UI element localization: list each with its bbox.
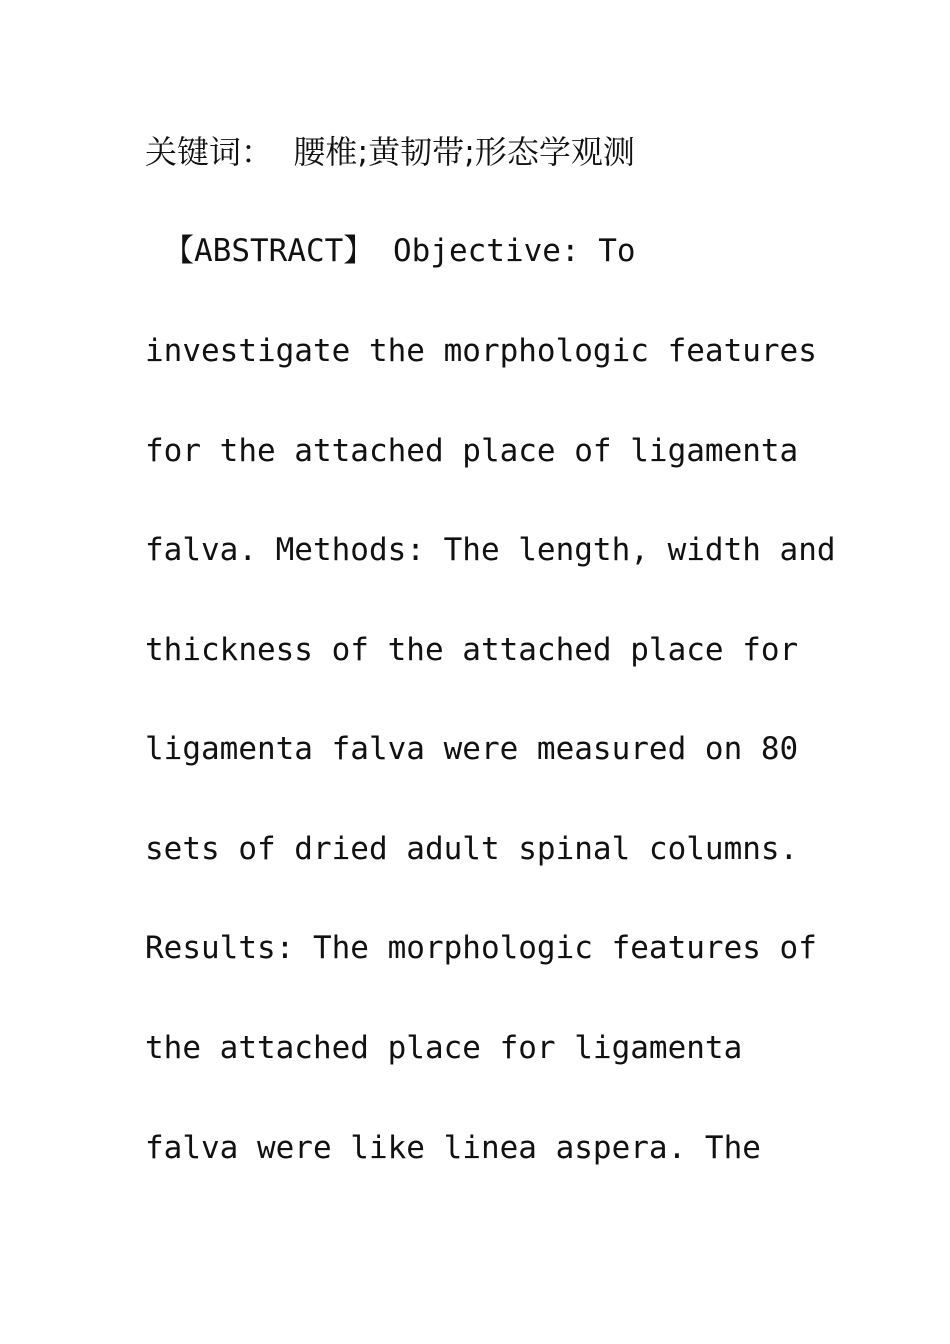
abstract-line: the attached place for ligamenta bbox=[145, 1030, 743, 1066]
abstract-line: sets of dried adult spinal columns. bbox=[145, 831, 799, 867]
abstract-line: investigate the morphologic features bbox=[145, 333, 817, 369]
abstract-line: ligamenta falva were measured on 80 bbox=[145, 731, 799, 767]
abstract-line: thickness of the attached place for bbox=[145, 632, 799, 668]
abstract-line: falva. Methods: The length, width and bbox=[145, 532, 836, 568]
keywords-line: 关键词： 腰椎;黄韧带;形态学观测 bbox=[145, 133, 635, 171]
abstract-line: 【ABSTRACT】 Objective: To bbox=[163, 233, 636, 269]
abstract-line: for the attached place of ligamenta bbox=[145, 433, 799, 469]
abstract-line: falva were like linea aspera. The bbox=[145, 1130, 761, 1166]
abstract-line: Results: The morphologic features of bbox=[145, 930, 817, 966]
